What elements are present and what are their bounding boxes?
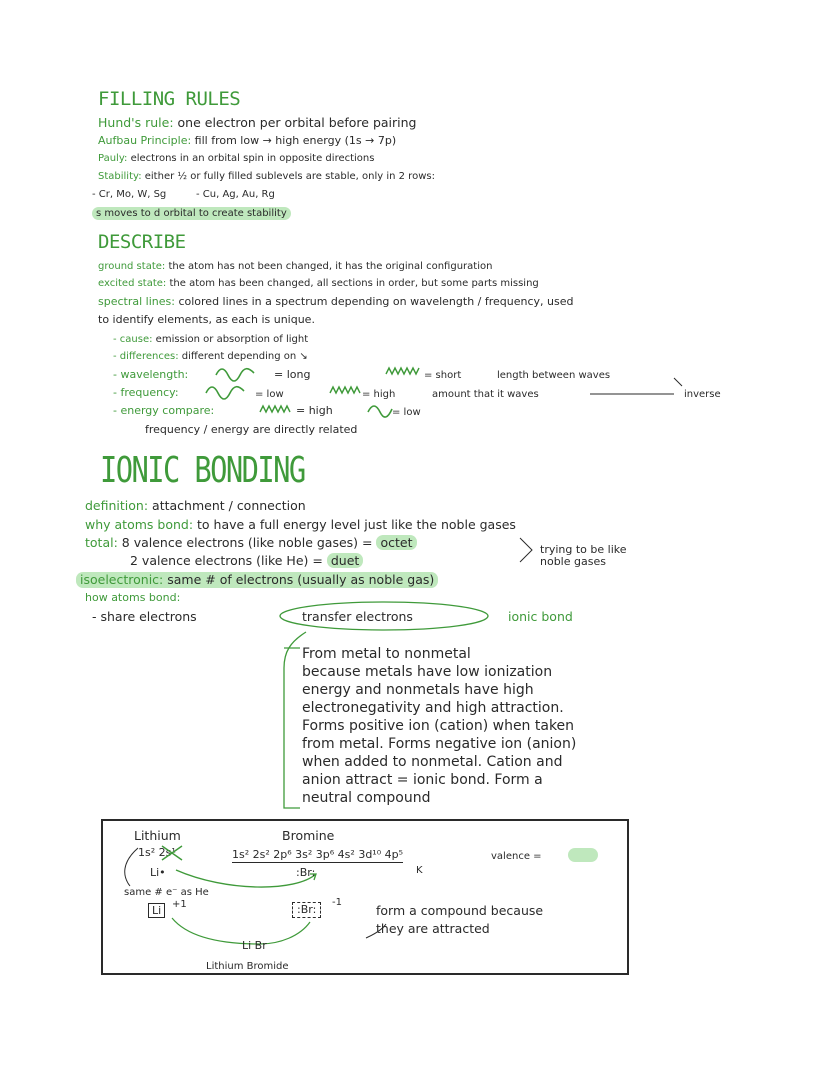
spectral-lines-line [98,295,574,309]
octet-highlight: octet [376,535,416,550]
explanation-line: electronegativity and high attraction. [302,700,564,716]
row-1-elements: - Cr, Mo, W, Sg [92,189,167,200]
noble-gases-note: noble gases [540,555,606,568]
ionic-bond-label: ionic bond [508,609,573,624]
bromine-dots: :Br: [296,866,316,879]
stability-label: Stability: [98,171,142,182]
explanation-line: because metals have low ionization [302,664,553,680]
frequency-high: = high [362,389,396,400]
wavelength-label: - wavelength: [113,368,189,381]
frequency-label: - frequency: [113,386,179,399]
differences-line [113,350,308,363]
lithium-ion-symbol: Li [152,904,162,917]
diff-label: - differences: [113,351,179,362]
definition-label: definition: [85,498,149,513]
explanation-line: From metal to nonmetal [302,646,471,662]
length-between-waves: length between waves [497,370,611,381]
inverse-bracket [590,372,690,402]
low-freq-wave-icon [204,384,248,398]
frequency-low: = low [255,389,284,400]
ionic-explanation [302,645,576,807]
libr-formula: Li Br [242,939,267,952]
high-energy-wave-icon [258,404,294,416]
amount-waves: amount that it waves [432,389,539,400]
bromine-config: 1s² 2s² 2p⁶ 3s² 3p⁶ 4s² 3d¹⁰ 4p⁵ [232,848,404,861]
wavelength-long: = long [274,368,311,381]
lithium-config: 1s² 2s¹ [138,846,176,859]
energy-compare-label: - energy compare: [113,404,215,417]
lithium-dot: Li• [150,866,166,879]
inverse-label: inverse [684,389,721,400]
ground-state-line [98,260,492,273]
how-atoms-bond-label: how atoms bond: [85,591,181,604]
two-valence-text: 2 valence electrons (like He) = [130,553,323,568]
bromine-ion-charge: -1 [332,897,342,908]
same-electrons-he: same # e⁻ as He [124,887,209,898]
explanation-line: when added to nonmetal. Cation and [302,754,563,770]
s-moves-note: s moves to d orbital to create stability [92,207,291,220]
ionic-bonding-title: IONIC BONDING [100,450,305,491]
hund-rule-line [98,115,416,131]
hund-label: Hund's rule: [98,115,174,130]
total-label: total: [85,535,118,550]
excited-state-line [98,277,539,290]
valence-label: valence = [491,851,542,862]
isoelectronic-text: same # of electrons (usually as noble gas) [167,572,435,587]
lithium-label: Lithium [134,828,181,843]
trying-to-be-like: trying to be like [540,543,627,556]
two-valence-line [130,553,363,569]
cause-line [113,333,308,346]
attracted-text: they are attracted [376,921,490,936]
isoelectronic-line [76,572,438,588]
lithium-bromide-name: Lithium Bromide [206,961,289,972]
duet-highlight: duet [327,553,363,568]
share-electrons: - share electrons [92,609,197,624]
bromine-ion: :Br: [292,902,321,918]
long-wave-icon [214,366,258,380]
hund-text: one electron per orbital before pairing [177,115,417,130]
row-2-elements: - Cu, Ag, Au, Rg [196,189,275,200]
why-bond-line [85,517,516,533]
lithium-ion-charge: +1 [172,899,187,910]
transfer-electrons: transfer electrons [302,609,413,624]
definition-text: attachment / connection [152,498,306,513]
wavelength-short: = short [424,370,462,381]
valence-highlight [568,848,598,862]
filling-rules-title: FILLING RULES [98,88,241,110]
high-freq-wave-icon [328,385,362,397]
diff-text: different depending on ↘ [181,351,308,362]
pauly-label: Pauly: [98,153,128,164]
excited-label: excited state: [98,278,167,289]
definition-line [85,498,306,514]
cause-label: - cause: [113,334,153,345]
cause-text: emission or absorption of light [155,334,309,345]
bromine-label: Bromine [282,828,335,843]
energy-high: = high [296,404,333,417]
why-bond-label: why atoms bond: [85,517,194,532]
total-text: 8 valence electrons (like noble gases) = [121,535,373,550]
k-shell-label: K [416,865,423,876]
aufbau-label: Aufbau Principle: [98,134,192,147]
explanation-line: anion attract = ionic bond. Form a [302,772,543,788]
bond-lines [170,910,390,950]
ground-label: ground state: [98,261,166,272]
frequency-energy-related: frequency / energy are directly related [145,423,358,436]
short-wave-icon [384,366,422,378]
stability-line [98,170,435,183]
explanation-line: energy and nonmetals have high [302,682,534,698]
explanation-line: neutral compound [302,790,431,806]
ground-text: the atom has not been changed, it has the original configuration [168,261,493,272]
spectral-lines-cont: to identify elements, as each is unique. [98,313,315,326]
aufbau-text: fill from low → high energy (1s → 7p) [194,134,397,147]
explanation-line: Forms positive ion (cation) when taken [302,718,575,734]
why-bond-text: to have a full energy level just like the noble gases [197,517,516,532]
energy-low: = low [392,407,421,418]
lithium-ion [148,903,165,918]
explanation-line: from metal. Forms negative ion (anion) [302,736,577,752]
form-compound-text: form a compound because [376,903,544,918]
spectral-text: colored lines in a spectrum depending on wavelength / frequency, used [178,295,574,308]
spectral-label: spectral lines: [98,295,175,308]
excited-text: the atom has been changed, all sections in order, but some parts missing [169,278,539,289]
total-line [85,535,417,551]
stability-text: either ½ or fully filled sublevels are stable, only in 2 rows: [144,171,435,182]
isoelectronic-label: isoelectronic: [80,572,164,587]
pauly-line [98,152,374,165]
describe-title: DESCRIBE [98,231,186,253]
aufbau-line [98,134,396,148]
pauly-text: electrons in an orbital spin in opposite directions [130,153,375,164]
